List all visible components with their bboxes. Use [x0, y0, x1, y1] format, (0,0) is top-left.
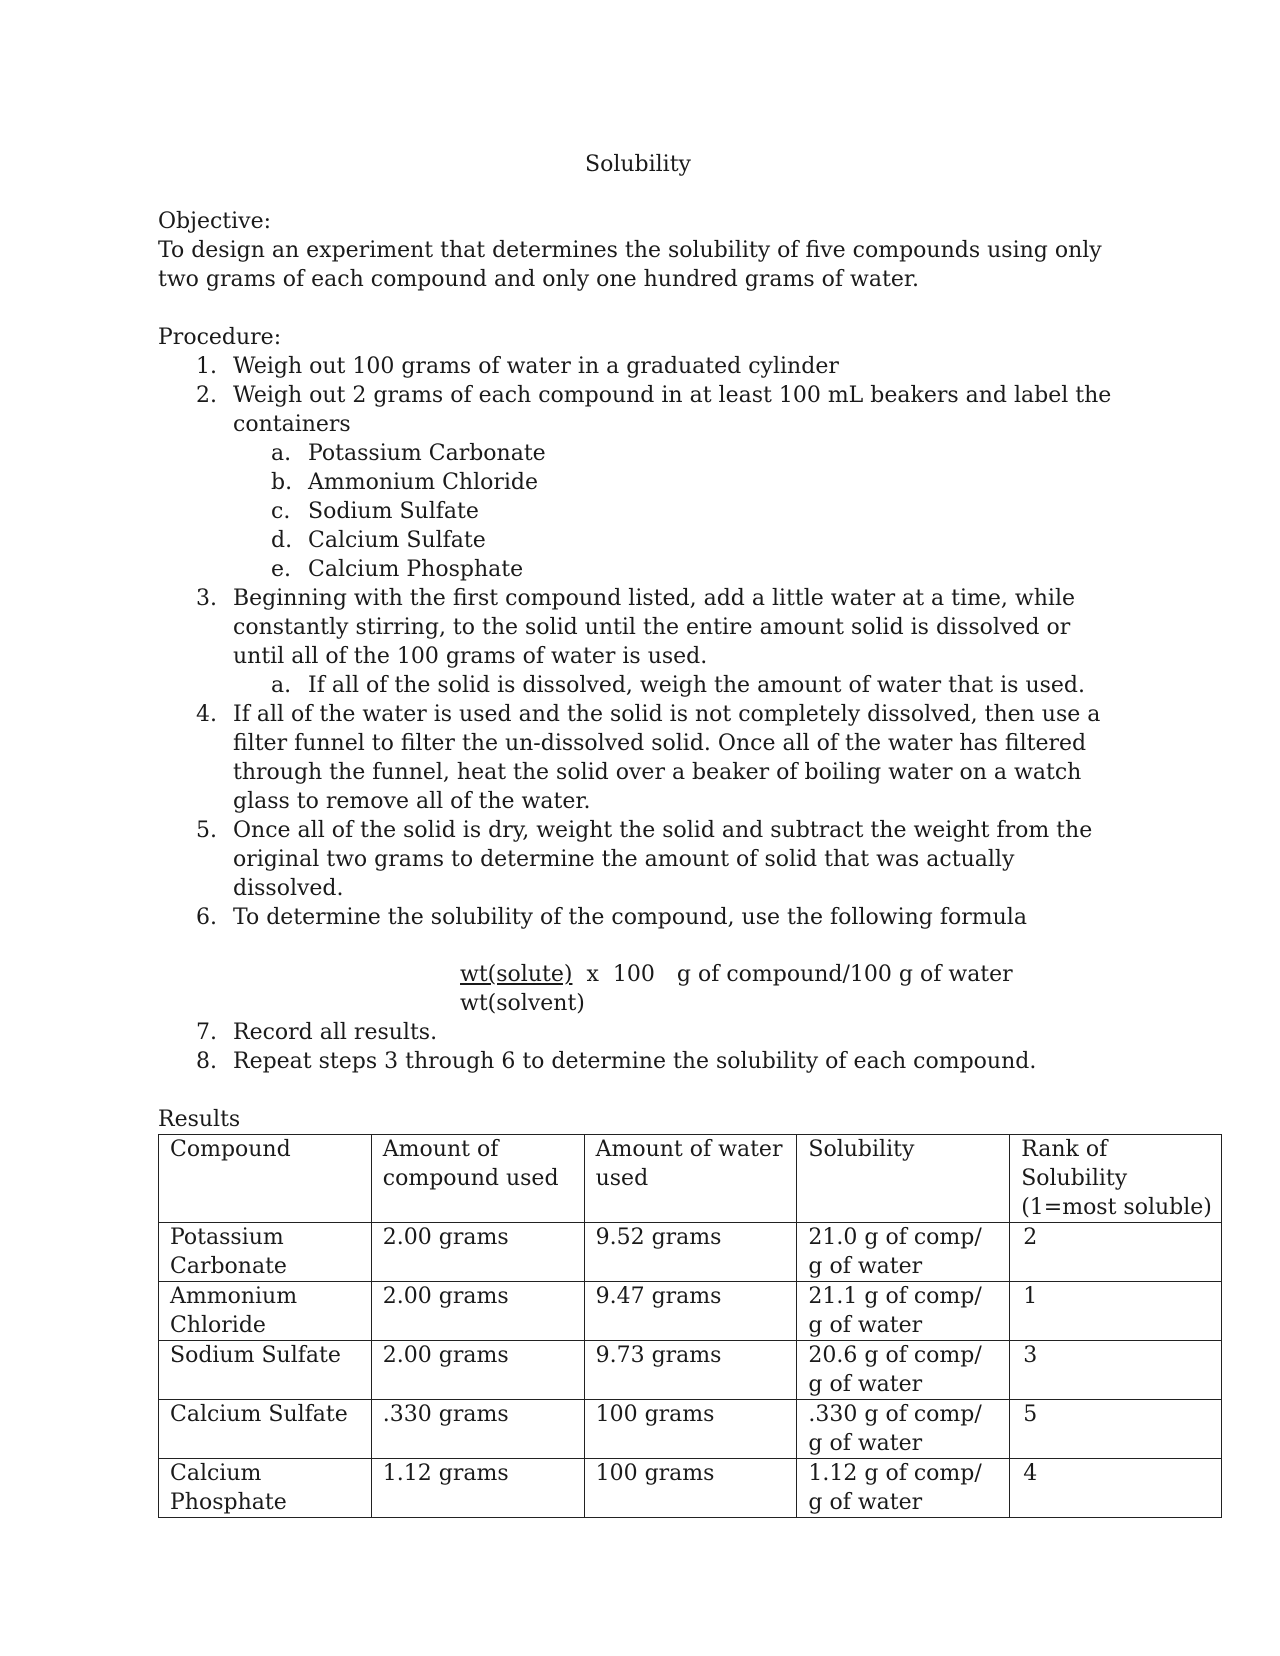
column-header: Amount of compound used	[371, 1135, 584, 1223]
cell-amount-water: 100 grams	[584, 1400, 797, 1459]
procedure-step-2: 2. Weigh out 2 grams of each compound in at least 100 mL beakers and label the containers a. Potassium Carbonate b. Ammonium Chloride c. Sodium Sulfate d. Calcium Sulfate e. Calcium Phosphate	[196, 383, 1112, 582]
step-5-text: Once all of the solid is dry, weight the solid and subtract the weight from the original two grams to determine the amount of solid that was actually dissolved.	[233, 818, 1093, 901]
procedure-step-8: 8. Repeat steps 3 through 6 to determine the solubility of each compound.	[196, 1049, 1037, 1074]
step-1-text: Weigh out 100 grams of water in a graduated cylinder	[233, 354, 839, 379]
procedure-steps	[158, 352, 1228, 932]
formula-factor: 100	[612, 962, 655, 987]
formula-denominator: wt(solvent)	[460, 991, 585, 1016]
table-row	[159, 1223, 1222, 1282]
results-heading: Results	[158, 1107, 241, 1132]
step-7-text: Record all results.	[233, 1020, 438, 1045]
cell-compound: Sodium Sulfate	[159, 1341, 372, 1400]
cell-compound: Ammonium Chloride	[159, 1282, 372, 1341]
cell-solubility: 1.12 g of comp/ g of water	[797, 1459, 1010, 1518]
procedure-step-6: 6. To determine the solubility of the compound, use the following formula	[196, 905, 1027, 930]
compound-list-item: e. Calcium Phosphate	[271, 557, 524, 582]
procedure-step-4: 4. If all of the water is used and the solid is not completely dissolved, then use a filter funnel to filter the un-dissolved solid. Once all of the water has filtered through the funnel, heat the solid over a beaker of boiling water on a watch glass to remove all of the water.	[196, 702, 1101, 814]
cell-amount-compound: 2.00 grams	[371, 1282, 584, 1341]
solubility-formula	[460, 960, 1228, 1018]
cell-compound: Potassium Carbonate	[159, 1223, 372, 1282]
step-3-text: Beginning with the first compound listed, add a little water at a time, while constantly stirring, to the solid until the entire amount solid is dissolved or until all of the 100 grams of water is used.	[233, 586, 1075, 669]
cell-solubility: .330 g of comp/ g of water	[797, 1400, 1010, 1459]
cell-amount-water: 100 grams	[584, 1459, 797, 1518]
cell-amount-compound: 1.12 grams	[371, 1459, 584, 1518]
table-row	[159, 1282, 1222, 1341]
cell-amount-water: 9.47 grams	[584, 1282, 797, 1341]
procedure-step-5: 5. Once all of the solid is dry, weight the solid and subtract the weight from the original two grams to determine the amount of solid that was actually dissolved.	[196, 818, 1093, 901]
procedure-step-3: 3. Beginning with the first compound listed, add a little water at a time, while constantly stirring, to the solid until the entire amount solid is dissolved or until all of the 100 grams of water is used. a. If all of the solid is dissolved, weigh the amount of water that is used.	[158, 584, 1113, 700]
document-page	[158, 150, 1228, 1518]
cell-rank: 4	[1010, 1459, 1222, 1518]
compound-list-item: c. Sodium Sulfate	[271, 499, 479, 524]
cell-compound: Calcium Sulfate	[159, 1400, 372, 1459]
step-8-text: Repeat steps 3 through 6 to determine the solubility of each compound.	[233, 1049, 1037, 1074]
procedure-steps-continued	[158, 1018, 1228, 1076]
procedure-step-7: 7. Record all results.	[196, 1020, 438, 1045]
objective-text: To design an experiment that determines the solubility of five compounds using only two grams of each compound and only one hundred grams of water.	[158, 238, 1102, 292]
procedure-step-1: 1. Weigh out 100 grams of water in a graduated cylinder	[196, 354, 839, 379]
step-6-text: To determine the solubility of the compound, use the following formula	[233, 905, 1027, 930]
step-3a: a. If all of the solid is dissolved, weigh the amount of water that is used.	[271, 673, 1085, 698]
cell-compound: Calcium Phosphate	[159, 1459, 372, 1518]
procedure-heading: Procedure:	[158, 325, 282, 350]
column-header: Amount of water used	[584, 1135, 797, 1223]
cell-solubility: 21.1 g of comp/ g of water	[797, 1282, 1010, 1341]
cell-amount-compound: 2.00 grams	[371, 1223, 584, 1282]
results-table	[158, 1134, 1222, 1518]
formula-times: x	[586, 962, 599, 987]
compound-list-item: d. Calcium Sulfate	[271, 528, 486, 553]
cell-rank: 2	[1010, 1223, 1222, 1282]
cell-rank: 5	[1010, 1400, 1222, 1459]
cell-solubility: 21.0 g of comp/ g of water	[797, 1223, 1010, 1282]
column-header: Solubility	[797, 1135, 1010, 1223]
step-2-text: Weigh out 2 grams of each compound in at least 100 mL beakers and label the containers	[233, 383, 1112, 437]
compound-list-item: a. Potassium Carbonate	[271, 441, 546, 466]
cell-amount-compound: .330 grams	[371, 1400, 584, 1459]
formula-line-1	[460, 960, 1228, 989]
compound-list	[233, 439, 1113, 584]
step-4-text: If all of the water is used and the solid is not completely dissolved, then use a filter funnel to filter the un-dissolved solid. Once all of the water has filtered through the funnel, heat the solid over a beaker of boiling water on a watch glass to remove all of the water.	[233, 702, 1101, 814]
formula-units: g of compound/100 g of water	[676, 962, 1013, 987]
compound-list-item: b. Ammonium Chloride	[271, 470, 539, 495]
table-row	[159, 1459, 1222, 1518]
cell-solubility: 20.6 g of comp/ g of water	[797, 1341, 1010, 1400]
objective-heading: Objective:	[158, 209, 272, 234]
table-row	[159, 1341, 1222, 1400]
document-title: Solubility	[585, 152, 691, 177]
cell-amount-compound: 2.00 grams	[371, 1341, 584, 1400]
table-row	[159, 1400, 1222, 1459]
formula-numerator: wt(solute)	[460, 962, 573, 987]
cell-amount-water: 9.52 grams	[584, 1223, 797, 1282]
table-header-row	[159, 1135, 1222, 1223]
cell-amount-water: 9.73 grams	[584, 1341, 797, 1400]
cell-rank: 3	[1010, 1341, 1222, 1400]
column-header: Compound	[159, 1135, 372, 1223]
column-header: Rank of Solubility (1=most soluble)	[1010, 1135, 1222, 1223]
step-3-substeps	[233, 671, 1113, 700]
cell-rank: 1	[1010, 1282, 1222, 1341]
